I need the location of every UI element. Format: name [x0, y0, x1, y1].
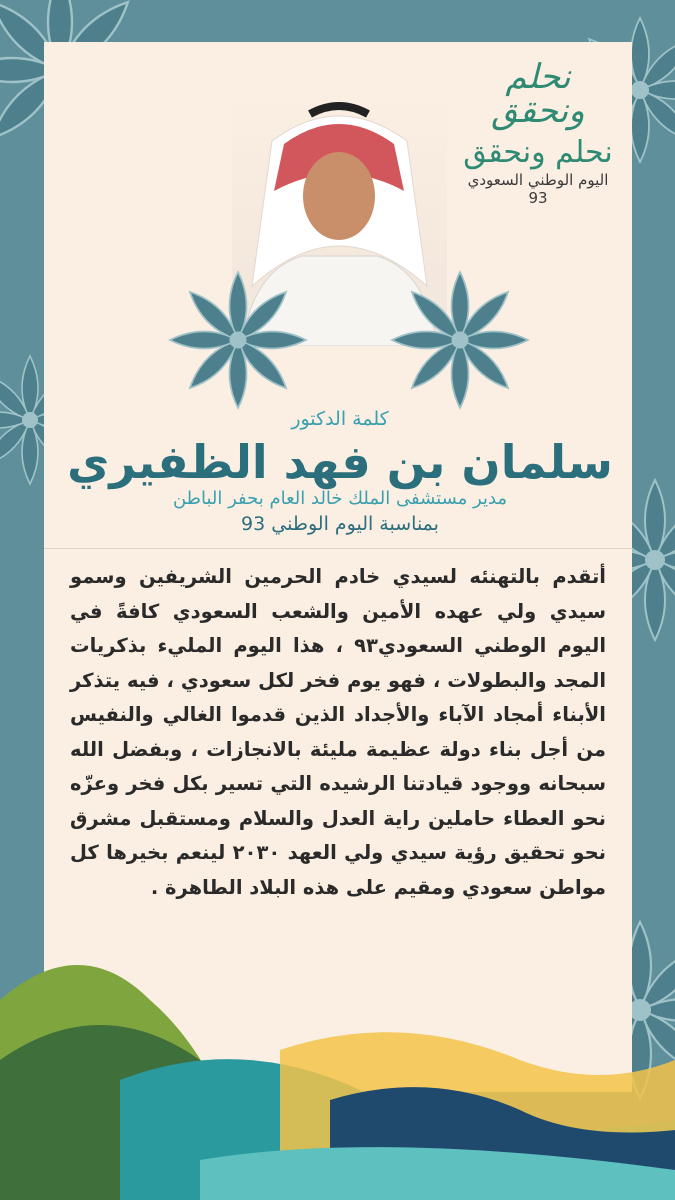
logo-title: نحلم ونحقق: [463, 135, 613, 170]
message-paragraph: أتقدم بالتهنئه لسيدي خادم الحرمين الشريفين وسمو سيدي ولي عهده الأمين والشعب السعودي كافةً في اليوم الوطني السعودي٩٣ ، هذا اليوم المليء بذكريات المجد والبطولات ، فهو يوم فخر لكل سعودي ، فيه يتذكر الأبناء أمجاد الآباء والأجداد الذين قدموا الغالي والنفيس من أجل بناء دولة عظيمة مليئة بالانجازات ، وبفضل الله سبحانه ووجود قيادتنا الرشيده التي تسير بكل فخر وعزّه نحو العطاء حاملين راية العدل والسلام ومستقبل مشرق نحو تحقيق رؤية سيدي ولي العهد ٢٠٣٠ لينعم بخيرها كل مواطن سعودي ومقيم على هذه البلاد الطاهرة .: [70, 565, 607, 899]
doctor-role: مدير مستشفى الملك خالد العام بحفر الباطن: [172, 488, 508, 509]
intro-label: كلمة الدكتور: [291, 408, 389, 430]
logo-subtitle: اليوم الوطني السعودي 93: [467, 171, 609, 207]
occasion-label: بمناسبة اليوم الوطني 93: [241, 513, 439, 535]
logo-script-text: نحلم ونحقق: [491, 57, 585, 131]
doctor-name: سلمان بن فهد الظفيري: [67, 435, 613, 489]
